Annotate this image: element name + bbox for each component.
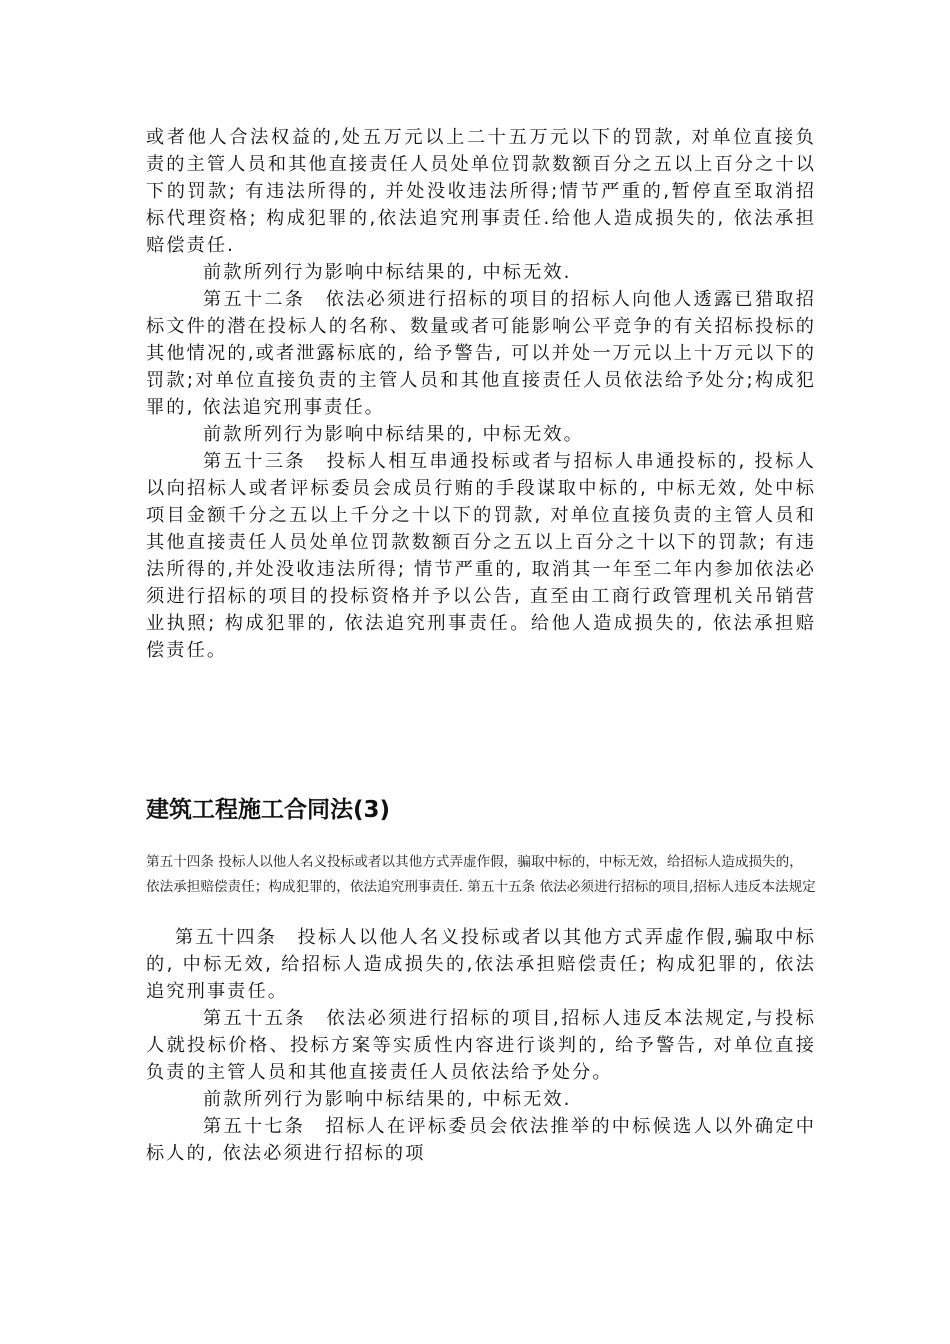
paragraph-article-52: 第五十二条 依法必须进行招标的项目的招标人向他人透露已猎取招标文件的潜在投标人的名称、数量或者可能影响公平竞争的有关招标投标的其他情况的,或者泄露标底的, 给予警告, 可以并处一万元以上十万元以下的罚款;对单位直接负责的主管人员和其他直接责任人员依法给予处分;构成犯罪的, 依法追究刑事责任。 xyxy=(146,289,816,418)
section-summary: 第五十四条 投标人以他人名义投标或者以其他方式弄虚作假，骗取中标的，中标无效，给招标人造成损失的，依法承担赔偿责任；构成犯罪的，依法追究刑事责任. 第五十五条 依法必须进行招标的项目,招标人违反本法规定 xyxy=(146,854,816,895)
paragraph-article-53: 第五十三条 投标人相互串通投标或者与招标人串通投标的, 投标人以向招标人或者评标委员会成员行贿的手段谋取中标的, 中标无效, 处中标项目金额千分之五以上千分之十以下的罚款, 对单位直接负责的主管人员和其他直接责任人员处单位罚款数额百分之五以上百分之十以下的罚款; 有违法所得的,并处没收违法所得; 情节严重的, 取消其一年至二年内参加依法必须进行招标的项目的投标资格并予以公告, 直至由工商行政管理机关吊销营业执照; 构成犯罪的, 依法追究刑事责任。给他人造成损失的, 依法承担赔偿责任。 xyxy=(146,451,816,661)
paragraph-note-52: 前款所列行为影响中标结果的, 中标无效。 xyxy=(203,424,584,445)
paragraph-article-54: 第五十四条 投标人以他人名义投标或者以其他方式弄虚作假,骗取中标的, 中标无效, 给招标人造成损失的,依法承担赔偿责任; 构成犯罪的, 依法追究刑事责任。 xyxy=(146,927,816,1002)
section-heading: 建筑工程施工合同法(3) xyxy=(146,797,391,823)
article-text-block-lower xyxy=(146,924,816,1167)
paragraph-article-51-continued: 或者他人合法权益的,处五万元以上二十五万元以下的罚款, 对单位直接负责的主管人员和其他直接责任人员处单位罚款数额百分之五以上百分之十以下的罚款; 有违法所得的, 并处没收违法所得;情节严重的,暂停直至取消招标代理资格; 构成犯罪的,依法追究刑事责任.给他人造成损失的, 依法承担赔偿责任. xyxy=(146,127,816,256)
paragraph-note-51: 前款所列行为影响中标结果的, 中标无效. xyxy=(203,262,572,283)
paragraph-note-55: 前款所列行为影响中标结果的, 中标无效. xyxy=(203,1089,572,1110)
paragraph-article-55: 第五十五条 依法必须进行招标的项目,招标人违反本法规定,与投标人就投标价格、投标方案等实质性内容进行谈判的, 给予警告, 对单位直接负责的主管人员和其他直接责任人员依法给予处分。 xyxy=(146,1008,816,1083)
paragraph-article-57: 第五十七条 招标人在评标委员会依法推举的中标候选人以外确定中标人的, 依法必须进行招标的项 xyxy=(146,1116,816,1164)
article-text-block-upper xyxy=(146,124,816,664)
